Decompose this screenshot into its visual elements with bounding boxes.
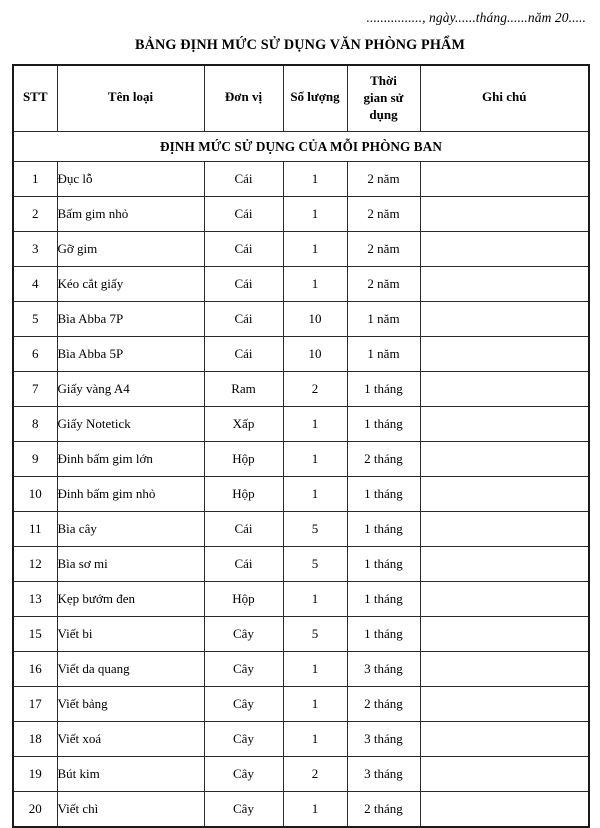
column-header-duration xyxy=(347,65,420,132)
cell-name: Giấy vàng A4 xyxy=(57,372,204,407)
cell-quantity: 2 xyxy=(283,372,347,407)
cell-note xyxy=(420,512,589,547)
cell-unit: Cây xyxy=(204,757,283,792)
cell-stt: 3 xyxy=(13,232,57,267)
cell-note xyxy=(420,722,589,757)
table-row xyxy=(13,372,589,407)
cell-quantity: 10 xyxy=(283,302,347,337)
cell-name: Viết bảng xyxy=(57,687,204,722)
cell-unit: Cây xyxy=(204,687,283,722)
cell-note xyxy=(420,407,589,442)
cell-duration: 2 năm xyxy=(347,267,420,302)
cell-name: Gỡ gim xyxy=(57,232,204,267)
table-row xyxy=(13,792,589,828)
column-header-unit: Đơn vị xyxy=(204,65,283,132)
cell-stt: 13 xyxy=(13,582,57,617)
cell-quantity: 5 xyxy=(283,617,347,652)
cell-quantity: 2 xyxy=(283,757,347,792)
cell-duration: 2 năm xyxy=(347,162,420,197)
cell-name: Giấy Notetick xyxy=(57,407,204,442)
cell-quantity: 1 xyxy=(283,582,347,617)
dateline-text: ................, ngày......tháng......năm 20..... xyxy=(366,10,586,25)
cell-stt: 18 xyxy=(13,722,57,757)
column-header-duration-line2: gian sử xyxy=(363,90,404,106)
cell-stt: 8 xyxy=(13,407,57,442)
cell-stt: 9 xyxy=(13,442,57,477)
cell-note xyxy=(420,197,589,232)
table-body xyxy=(13,132,589,828)
cell-unit: Cái xyxy=(204,197,283,232)
dateline-row xyxy=(0,0,600,27)
cell-duration: 2 năm xyxy=(347,232,420,267)
cell-note xyxy=(420,547,589,582)
cell-note xyxy=(420,687,589,722)
cell-duration: 1 năm xyxy=(347,302,420,337)
cell-stt: 19 xyxy=(13,757,57,792)
cell-unit: Cái xyxy=(204,512,283,547)
cell-name: Viết da quang xyxy=(57,652,204,687)
cell-duration: 1 tháng xyxy=(347,547,420,582)
cell-unit: Cái xyxy=(204,232,283,267)
cell-name: Bìa Abba 7P xyxy=(57,302,204,337)
cell-note xyxy=(420,442,589,477)
cell-unit: Cái xyxy=(204,547,283,582)
page-title: BẢNG ĐỊNH MỨC SỬ DỤNG VĂN PHÒNG PHẨM xyxy=(135,37,465,53)
section-header-row xyxy=(13,132,589,162)
cell-duration: 1 tháng xyxy=(347,617,420,652)
section-title: ĐỊNH MỨC SỬ DỤNG CỦA MỖI PHÒNG BAN xyxy=(13,132,589,162)
cell-duration: 3 tháng xyxy=(347,757,420,792)
cell-stt: 7 xyxy=(13,372,57,407)
column-header-quantity: Số lượng xyxy=(283,65,347,132)
cell-name: Bấm gim nhỏ xyxy=(57,197,204,232)
cell-stt: 17 xyxy=(13,687,57,722)
cell-name: Bìa cây xyxy=(57,512,204,547)
cell-quantity: 1 xyxy=(283,197,347,232)
table-row xyxy=(13,582,589,617)
table-row xyxy=(13,337,589,372)
cell-duration: 3 tháng xyxy=(347,652,420,687)
cell-duration: 2 năm xyxy=(347,197,420,232)
cell-duration: 1 tháng xyxy=(347,477,420,512)
cell-duration: 3 tháng xyxy=(347,722,420,757)
cell-unit: Cây xyxy=(204,792,283,828)
cell-name: Viết chì xyxy=(57,792,204,828)
cell-stt: 16 xyxy=(13,652,57,687)
cell-name: Đinh bấm gim nhỏ xyxy=(57,477,204,512)
cell-stt: 11 xyxy=(13,512,57,547)
cell-name: Kẹp bướm đen xyxy=(57,582,204,617)
cell-duration: 1 tháng xyxy=(347,407,420,442)
table-row xyxy=(13,267,589,302)
cell-note xyxy=(420,232,589,267)
cell-quantity: 1 xyxy=(283,652,347,687)
cell-stt: 15 xyxy=(13,617,57,652)
cell-quantity: 1 xyxy=(283,792,347,828)
cell-stt: 1 xyxy=(13,162,57,197)
cell-note xyxy=(420,302,589,337)
cell-name: Bìa Abba 5P xyxy=(57,337,204,372)
table-row xyxy=(13,617,589,652)
table-row xyxy=(13,722,589,757)
column-header-name: Tên loại xyxy=(57,65,204,132)
table-header-row xyxy=(13,65,589,132)
column-header-note: Ghi chú xyxy=(420,65,589,132)
cell-name: Bìa sơ mi xyxy=(57,547,204,582)
column-header-stt: STT xyxy=(13,65,57,132)
table-header xyxy=(13,65,589,132)
table-row xyxy=(13,442,589,477)
cell-quantity: 1 xyxy=(283,442,347,477)
cell-note xyxy=(420,337,589,372)
cell-quantity: 1 xyxy=(283,407,347,442)
cell-note xyxy=(420,267,589,302)
cell-note xyxy=(420,617,589,652)
cell-note xyxy=(420,582,589,617)
cell-stt: 20 xyxy=(13,792,57,828)
cell-quantity: 1 xyxy=(283,267,347,302)
cell-stt: 12 xyxy=(13,547,57,582)
table-row xyxy=(13,302,589,337)
cell-note xyxy=(420,652,589,687)
cell-quantity: 1 xyxy=(283,232,347,267)
cell-stt: 10 xyxy=(13,477,57,512)
cell-note xyxy=(420,757,589,792)
cell-unit: Xấp xyxy=(204,407,283,442)
cell-unit: Cái xyxy=(204,302,283,337)
cell-name: Bút kim xyxy=(57,757,204,792)
cell-name: Viết xoá xyxy=(57,722,204,757)
cell-duration: 2 tháng xyxy=(347,792,420,828)
cell-unit: Cây xyxy=(204,722,283,757)
table-row xyxy=(13,687,589,722)
cell-unit: Cây xyxy=(204,617,283,652)
table-row xyxy=(13,162,589,197)
cell-note xyxy=(420,162,589,197)
column-header-duration-line1: Thời xyxy=(370,73,397,89)
table-row xyxy=(13,407,589,442)
table-row xyxy=(13,512,589,547)
cell-unit: Hộp xyxy=(204,477,283,512)
cell-unit: Cái xyxy=(204,337,283,372)
column-header-duration-line3: dụng xyxy=(369,106,398,122)
cell-duration: 2 tháng xyxy=(347,442,420,477)
table-row xyxy=(13,652,589,687)
cell-duration: 1 tháng xyxy=(347,372,420,407)
cell-stt: 5 xyxy=(13,302,57,337)
cell-quantity: 1 xyxy=(283,162,347,197)
cell-unit: Cây xyxy=(204,652,283,687)
cell-duration: 1 tháng xyxy=(347,512,420,547)
quota-table-wrapper xyxy=(12,64,588,828)
table-row xyxy=(13,197,589,232)
document-title-row xyxy=(0,36,600,54)
cell-unit: Hộp xyxy=(204,442,283,477)
cell-unit: Cái xyxy=(204,267,283,302)
cell-duration: 1 năm xyxy=(347,337,420,372)
cell-stt: 6 xyxy=(13,337,57,372)
cell-stt: 2 xyxy=(13,197,57,232)
cell-stt: 4 xyxy=(13,267,57,302)
cell-name: Viết bi xyxy=(57,617,204,652)
table-row xyxy=(13,757,589,792)
cell-unit: Hộp xyxy=(204,582,283,617)
cell-quantity: 10 xyxy=(283,337,347,372)
cell-note xyxy=(420,372,589,407)
table-row xyxy=(13,232,589,267)
cell-quantity: 1 xyxy=(283,477,347,512)
cell-note xyxy=(420,792,589,828)
cell-duration: 1 tháng xyxy=(347,582,420,617)
cell-unit: Ram xyxy=(204,372,283,407)
cell-note xyxy=(420,477,589,512)
cell-quantity: 5 xyxy=(283,512,347,547)
cell-name: Kéo cắt giấy xyxy=(57,267,204,302)
cell-duration: 2 tháng xyxy=(347,687,420,722)
cell-quantity: 1 xyxy=(283,687,347,722)
table-row xyxy=(13,477,589,512)
cell-name: Đinh bấm gim lớn xyxy=(57,442,204,477)
cell-quantity: 5 xyxy=(283,547,347,582)
cell-unit: Cái xyxy=(204,162,283,197)
table-row xyxy=(13,547,589,582)
quota-table xyxy=(12,64,590,828)
cell-name: Đục lỗ xyxy=(57,162,204,197)
cell-quantity: 1 xyxy=(283,722,347,757)
